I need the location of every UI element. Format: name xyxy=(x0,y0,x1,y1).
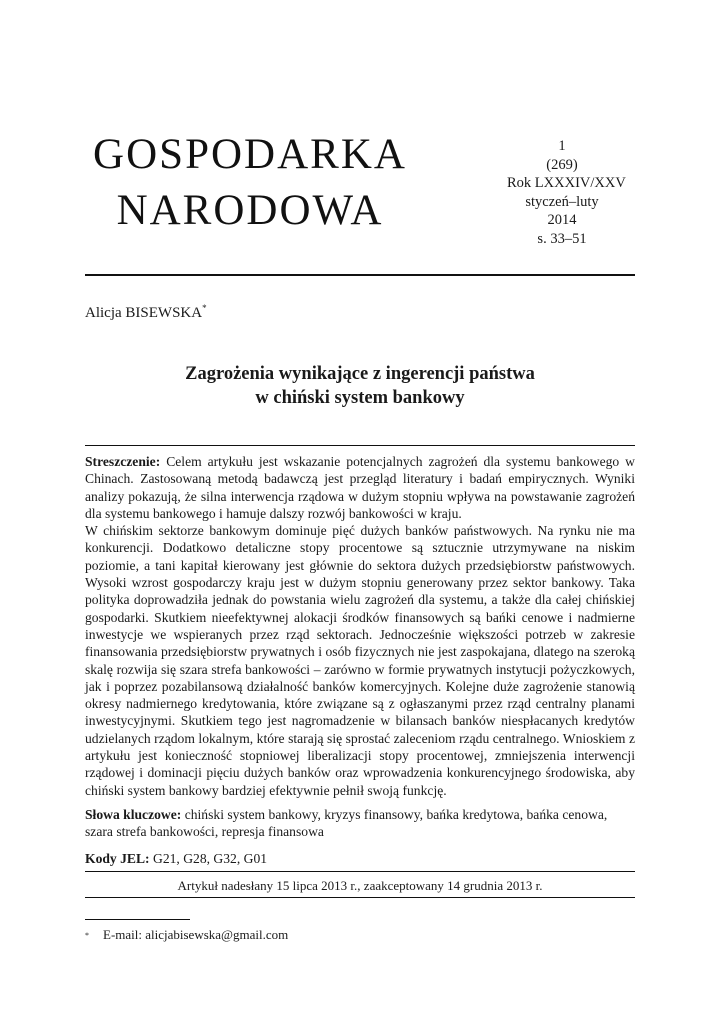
issue-total: (269) xyxy=(546,156,578,173)
received-accepted-dates: Artykuł nadesłany 15 lipca 2013 r., zaakceptowany 14 grudnia 2013 r. xyxy=(177,878,543,893)
keywords-label: Słowa kluczowe: xyxy=(85,807,182,822)
abstract-text1: Celem artykułu jest wskazanie potencjalnych zagrożeń dla systemu bankowego w Chinach. Zastosowaną metodą badawczą jest przegląd literatury i badań empirycznych. Wyniki analizy pokazują, że silna interwencja rządowa w dużym stopniu wpływa na powstawanie zagrożeń dla systemu bankowego i hamuje dalszy rozwój bankowości w kraju. xyxy=(85,454,635,521)
abstract xyxy=(85,453,635,799)
dates-divider xyxy=(85,897,635,898)
keywords xyxy=(85,806,635,841)
issue-year: 2014 xyxy=(547,212,577,229)
issue-info xyxy=(507,137,626,249)
issue-year-volume: Rok LXXXIV/XXV xyxy=(507,175,626,192)
jel-label: Kody JEL: xyxy=(85,851,150,866)
author-name: Alicja BISEWSKA xyxy=(85,305,203,321)
article-title-line1: Zagrożenia wynikające z ingerencji państwa xyxy=(185,364,535,384)
author xyxy=(85,303,207,322)
issue-number: 1 xyxy=(558,138,566,154)
issue-months: styczeń–luty xyxy=(525,193,599,210)
author-footnote-marker: * xyxy=(202,303,207,313)
footnote xyxy=(85,926,288,943)
jel-codes-text: G21, G28, G32, G01 xyxy=(153,851,268,866)
abstract-para1 xyxy=(85,453,635,522)
journal-title-line2: NARODOWA xyxy=(116,187,384,234)
journal-title-line1: GOSPODARKA xyxy=(93,131,407,178)
article-title xyxy=(85,362,635,410)
issue-pages: s. 33–51 xyxy=(537,230,587,247)
abstract-label: Streszczenie: xyxy=(85,454,161,469)
abstract-bottom-divider xyxy=(85,871,635,872)
jel-codes xyxy=(85,850,635,867)
abstract-para2: W chińskim sektorze bankowym dominuje pięć dużych banków państwowych. Na rynku nie ma konkurencji. Dodatkowo detaliczne stopy procentowe są sztucznie utrzymywane na niskim poziomie, a tani kapitał kierowany jest głównie do sektora dużych przedsiębiorstw państwowych. Wysoki wzrost gospodarczy kraju jest w dużym stopniu generowany przez sektor bankowy. Taka polityka doprowadziła jednak do powstania wielu zagrożeń dla systemu, a także dla całej chińskiej gospodarki. Skutkiem nieefektywnej alokacji środków finansowych są bańki cenowe i nadmierne inwestycje we wspieranych przez rząd sektorach. Jednocześnie większości potrzeb w zakresie finansowania przedsiębiorstw prywatnych i osób fizycznych nie jest zaspokajana, dlatego na szeroką skalę rozwija się szara strefa bankowości – zarówno w formie prywatnych instytucji pożyczkowych, jak i poprzez pozabilansową działalność banków komercyjnych. Kolejne duże zagrożenie stanowią okresy nadmiernego kredytowania, które związane są z ogłaszanymi przez rząd centralny planami inwestycyjnymi. Skutkiem tego jest nagromadzenie w bilansach banków niespłacanych kredytów udzielanych rządom lokalnym, które starają się sprostać zaleceniom rządu centralnego. Wnioskiem z artykułu jest konieczność stopniowej liberalizacji stopy procentowej, zmniejszenia interwencji rządowej i dominacji pięciu dużych banków oraz wprowadzenia konkurencyjnego środowiska, aby chiński system bankowy bardziej efektywnie pełnił swoją funkcję. xyxy=(85,523,635,798)
abstract-top-divider xyxy=(85,445,635,446)
footnote-divider xyxy=(85,919,190,920)
header-divider xyxy=(85,274,635,276)
footnote-marker: * xyxy=(85,931,89,940)
footnote-email[interactable]: E-mail: alicjabisewska@gmail.com xyxy=(103,927,289,942)
keywords-text: chiński system bankowy, kryzys finansowy, bańka kredytowa, bańka cenowa, szara strefa bankowości, represja finansowa xyxy=(85,807,608,840)
article-title-line2: w chiński system bankowy xyxy=(255,388,465,408)
